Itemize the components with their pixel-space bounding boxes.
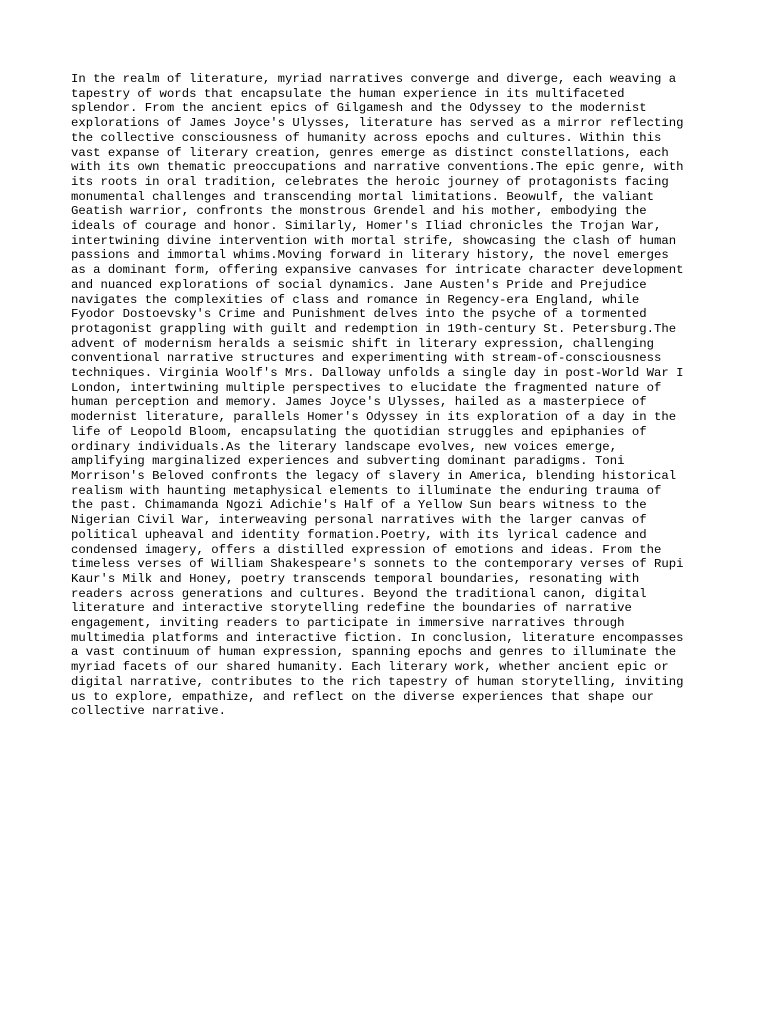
text-line: a vast continuum of human expression, spanning epochs and genres to illuminate the	[71, 645, 677, 660]
text-line: collective narrative.	[71, 704, 226, 719]
text-line: passions and immortal whims.Moving forward in literary history, the novel emerges	[71, 248, 669, 263]
text-line: and nuanced explorations of social dynamics. Jane Austen's Pride and Prejudice	[71, 277, 647, 292]
text-line: Nigerian Civil War, interweaving personal narratives with the larger canvas of	[71, 513, 647, 528]
text-line: London, intertwining multiple perspectives to elucidate the fragmented nature of	[71, 380, 662, 395]
text-line: political upheaval and identity formation.Poetry, with its lyrical cadence and	[71, 527, 647, 542]
text-line: life of Leopold Bloom, encapsulating the quotidian struggles and epiphanies of	[71, 424, 647, 439]
text-line: us to explore, empathize, and reflect on the diverse experiences that shape our	[71, 689, 654, 704]
text-line: Kaur's Milk and Honey, poetry transcends temporal boundaries, resonating with	[71, 571, 640, 586]
text-line: literature and interactive storytelling redefine the boundaries of narrative	[71, 601, 632, 616]
text-line: Fyodor Dostoevsky's Crime and Punishment delves into the psyche of a tormented	[71, 307, 647, 322]
text-line: Morrison's Beloved confronts the legacy of slavery in America, blending historical	[71, 468, 677, 483]
text-line: protagonist grappling with guilt and redemption in 19th-century St. Petersburg.The	[71, 321, 677, 336]
text-line: In the realm of literature, myriad narratives converge and diverge, each weaving a	[71, 72, 677, 86]
text-line: myriad facets of our shared humanity. Each literary work, whether ancient epic or	[71, 660, 669, 675]
text-line: as a dominant form, offering expansive canvases for intricate character development	[71, 263, 684, 278]
text-line: vast expanse of literary creation, genres emerge as distinct constellations, each	[71, 145, 669, 160]
text-line: advent of modernism heralds a seismic shift in literary expression, challenging	[71, 336, 654, 351]
text-line: the collective consciousness of humanity across epochs and cultures. Within this	[71, 130, 662, 145]
text-line: its roots in oral tradition, celebrates the heroic journey of protagonists facing	[71, 174, 669, 189]
text-line: readers across generations and cultures. Beyond the traditional canon, digital	[71, 586, 647, 601]
text-line: modernist literature, parallels Homer's Odyssey in its exploration of a day in the	[71, 410, 677, 425]
text-line: condensed imagery, offers a distilled expression of emotions and ideas. From the	[71, 542, 662, 557]
text-line: Geatish warrior, confronts the monstrous Grendel and his mother, embodying the	[71, 204, 647, 219]
text-line: ordinary individuals.As the literary landscape evolves, new voices emerge,	[71, 439, 618, 454]
text-line: with its own thematic preoccupations and narrative conventions.The epic genre, with	[71, 160, 684, 175]
text-line: navigates the complexities of class and romance in Regency-era England, while	[71, 292, 640, 307]
text-line: amplifying marginalized experiences and subverting dominant paradigms. Toni	[71, 454, 625, 469]
text-line: splendor. From the ancient epics of Gilgamesh and the Odyssey to the modernist	[71, 101, 647, 116]
text-line: human perception and memory. James Joyce's Ulysses, hailed as a masterpiece of	[71, 395, 647, 410]
body-text	[71, 72, 701, 719]
text-line: conventional narrative structures and experimenting with stream-of-consciousness	[71, 351, 662, 366]
text-line: multimedia platforms and interactive fiction. In conclusion, literature encompasses	[71, 630, 684, 645]
text-line: ideals of courage and honor. Similarly, Homer's Iliad chronicles the Trojan War,	[71, 219, 662, 234]
text-line: techniques. Virginia Woolf's Mrs. Dalloway unfolds a single day in post-World War I	[71, 366, 684, 381]
text-line: monumental challenges and transcending mortal limitations. Beowulf, the valiant	[71, 189, 654, 204]
text-line: timeless verses of William Shakespeare's sonnets to the contemporary verses of Rupi	[71, 557, 684, 572]
text-line: tapestry of words that encapsulate the human experience in its multifaceted	[71, 86, 625, 101]
text-line: the past. Chimamanda Ngozi Adichie's Half of a Yellow Sun bears witness to the	[71, 498, 647, 513]
text-line: explorations of James Joyce's Ulysses, literature has served as a mirror reflecting	[71, 116, 684, 131]
text-line: realism with haunting metaphysical elements to illuminate the enduring trauma of	[71, 483, 662, 498]
text-line: digital narrative, contributes to the rich tapestry of human storytelling, inviting	[71, 674, 684, 689]
text-line: intertwining divine intervention with mortal strife, showcasing the clash of human	[71, 233, 677, 248]
text-line: engagement, inviting readers to participate in immersive narratives through	[71, 616, 625, 631]
